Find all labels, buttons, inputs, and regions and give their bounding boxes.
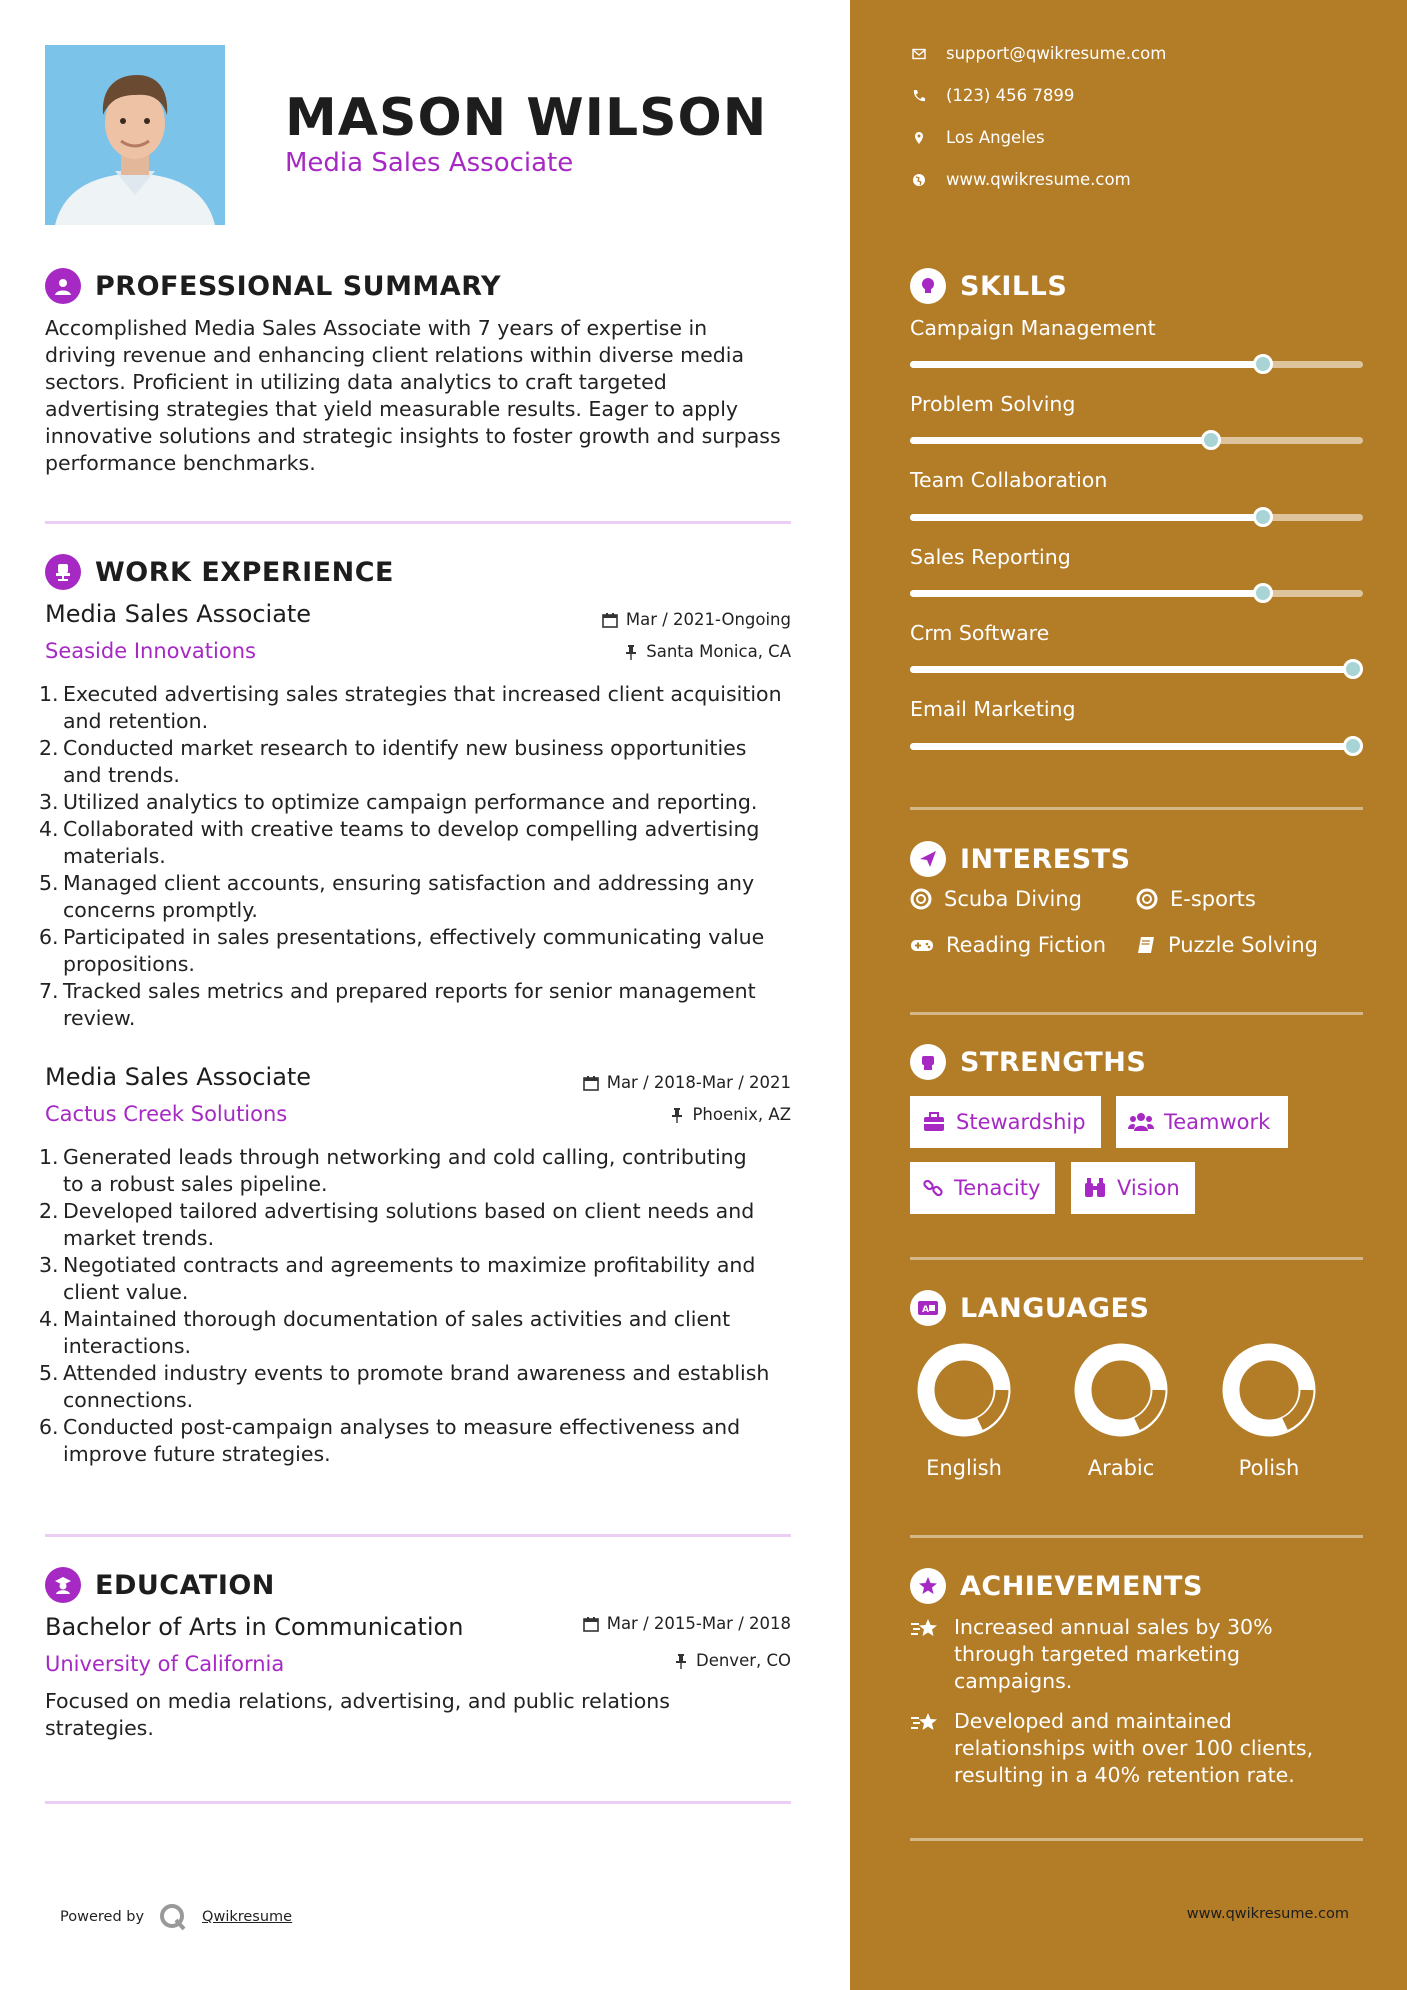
summary-line: innovative solutions and strategic insights to foster growth and surpass [45,424,781,448]
qwikresume-link[interactable]: Qwikresume [202,1909,293,1925]
contact-location [912,128,1045,147]
achievement-item [910,1708,1350,1789]
job-location [670,1105,791,1124]
skill-bar [910,514,1363,521]
contact-website-text: www.qwikresume.com [946,170,1131,189]
binoculars-icon [1083,1177,1107,1199]
job-duties [45,681,795,1032]
language-item [1199,1340,1339,1480]
strengths-heading [910,1044,1146,1080]
interest-label: Reading Fiction [946,933,1107,957]
contact-email-text: support@qwikresume.com [946,44,1167,63]
duty-item: Tracked sales metrics and prepared reports for senior management review. [63,979,756,1030]
pin-icon [674,1653,688,1669]
education-dates-text: Mar / 2015-Mar / 2018 [606,1614,791,1633]
contact-email[interactable] [912,44,1166,63]
candidate-name: MASON WILSON [285,88,768,148]
interest-item [910,887,1082,911]
language-ring [1219,1340,1319,1440]
life-ring-icon [1136,888,1158,910]
strength-label: Tenacity [954,1176,1041,1200]
language-item [894,1340,1034,1480]
envelope-icon [912,47,926,61]
skill-bar-knob [1253,507,1273,527]
strength-badge [1116,1096,1288,1148]
education-dates [583,1614,791,1633]
life-ring-icon [910,888,932,910]
job-dates-text: Mar / 2018-Mar / 2021 [606,1073,791,1092]
job-location [624,642,791,661]
strength-badge [910,1162,1055,1214]
summary-line: sectors. Proficient in utilizing data analytics to craft targeted [45,370,667,394]
skill-bar-knob [1201,430,1221,450]
experience-heading [45,554,394,590]
interest-label: Scuba Diving [944,887,1082,911]
strength-badge [1071,1162,1195,1214]
sidebar-divider [910,807,1363,810]
summary-line: driving revenue and enhancing client relations within diverse media [45,343,745,367]
achievement-text: Developed and maintained relationships with over 100 clients, resulting in a 40% retention rate. [954,1709,1314,1787]
profile-photo [45,45,225,225]
job-dates [602,610,791,629]
contact-location-text: Los Angeles [946,128,1045,147]
paper-plane-icon [910,841,946,877]
shooting-star-icon [910,1710,940,1736]
duty-item: Participated in sales presentations, effectively communicating value propositions. [63,925,765,976]
job-title: Media Sales Associate [45,600,312,628]
duty-item: Conducted market research to identify new business opportunities and trends. [63,736,747,787]
skill-bar-fill [910,666,1363,673]
duty-item: Conducted post-campaign analyses to measure effectiveness and improve future strategies. [63,1415,741,1466]
skill-label: Email Marketing [910,697,1076,721]
job-title: Media Sales Associate [45,1063,312,1091]
interest-item [910,933,1106,957]
map-marker-icon [912,131,926,145]
skill-bar-fill [910,361,1263,368]
languages-heading [910,1290,1149,1326]
sidebar-divider [910,1012,1363,1015]
skill-bar [910,743,1363,750]
degree-title: Bachelor of Arts in Communication [45,1613,464,1641]
book-icon [1136,935,1156,955]
experience-title: WORK EXPERIENCE [95,556,394,588]
section-divider [45,1534,791,1537]
skill-bar [910,666,1363,673]
skill-bar [910,361,1363,368]
education-heading [45,1567,275,1603]
duty-item: Collaborated with creative teams to develop compelling advertising materials. [63,817,760,868]
duty-item: Attended industry events to promote brand awareness and establish connections. [63,1361,770,1412]
strength-label: Stewardship [956,1110,1086,1134]
job-duties [45,1144,795,1468]
skill-bar-knob [1253,354,1273,374]
skill-label: Team Collaboration [910,468,1108,492]
phone-icon [912,89,926,103]
skill-label: Sales Reporting [910,545,1071,569]
education-line: strategies. [45,1716,154,1740]
achievement-text: Increased annual sales by 30% through targeted marketing campaigns. [954,1615,1273,1693]
skill-bar [910,437,1363,444]
skill-bar-fill [910,743,1363,750]
job-dates-text: Mar / 2021-Ongoing [625,610,791,629]
footer-website[interactable]: www.qwikresume.com [1186,1906,1349,1922]
skills-heading [910,268,1067,304]
fist-icon [910,1044,946,1080]
user-icon [45,268,81,304]
summary-line: Accomplished Media Sales Associate with 7 years of expertise in [45,316,708,340]
briefcase-icon [922,1112,946,1132]
education-location-text: Denver, CO [695,1651,791,1670]
interests-title: INTERESTS [960,843,1131,875]
duty-item: Negotiated contracts and agreements to maximize profitability and client value. [63,1253,756,1304]
job-dates [583,1073,791,1092]
achievements-heading [910,1568,1203,1604]
education-title: EDUCATION [95,1569,275,1601]
contact-phone-text: (123) 456 7899 [946,86,1075,105]
duty-item: Generated leads through networking and cold calling, contributing to a robust sales pipeline. [63,1145,747,1196]
summary-line: performance benchmarks. [45,451,316,475]
strength-label: Teamwork [1164,1110,1271,1134]
duty-item: Maintained thorough documentation of sales activities and client interactions. [63,1307,731,1358]
qwikresume-logo-icon [158,1902,188,1932]
language-ring [914,1340,1014,1440]
interest-label: E-sports [1170,887,1256,911]
star-icon [910,1568,946,1604]
skill-bar-fill [910,437,1211,444]
globe-icon [912,173,926,187]
summary-line: advertising strategies that yield measurable results. Eager to apply [45,397,739,421]
job-company: Cactus Creek Solutions [45,1102,288,1126]
calendar-icon [602,612,618,628]
strength-badge [910,1096,1101,1148]
skill-bar-knob [1343,736,1363,756]
skill-bar [910,590,1363,597]
summary-text [45,315,795,477]
skill-label: Problem Solving [910,392,1076,416]
gamepad-icon [910,936,934,954]
skills-title: SKILLS [960,270,1068,302]
calendar-icon [583,1616,599,1632]
achievement-item [910,1614,1350,1695]
users-icon [1128,1112,1154,1132]
sidebar-divider [910,1257,1363,1260]
sidebar-divider [910,1838,1363,1841]
duty-item: Developed tailored advertising solutions based on client needs and market trends. [63,1199,755,1250]
education-text [45,1688,795,1742]
education-location [674,1651,791,1670]
contact-phone[interactable] [912,86,1074,105]
powered-by [60,1902,292,1932]
candidate-role: Media Sales Associate [285,148,574,178]
skill-label: Campaign Management [910,316,1156,340]
skill-bar-fill [910,514,1263,521]
job-location-text: Phoenix, AZ [692,1105,791,1124]
language-label: Arabic [1087,1456,1155,1480]
strength-label: Vision [1117,1176,1180,1200]
pin-icon [624,644,638,660]
calendar-icon [583,1075,599,1091]
translate-icon [910,1290,946,1326]
summary-title: PROFESSIONAL SUMMARY [95,270,502,302]
summary-heading [45,268,501,304]
section-divider [45,521,791,524]
svg-text:A: A [922,1305,929,1315]
link-icon [922,1177,944,1199]
job-company: Seaside Innovations [45,639,256,663]
contact-website[interactable] [912,170,1131,189]
skill-label: Crm Software [910,621,1050,645]
language-label: English [926,1456,1002,1480]
duty-item: Executed advertising sales strategies that increased client acquisition and retention. [63,682,782,733]
interests-heading [910,841,1131,877]
language-label: Polish [1238,1456,1300,1480]
interest-item [1136,887,1256,911]
graduate-icon [45,1567,81,1603]
education-line: Focused on media relations, advertising, and public relations [45,1689,670,1713]
interest-item [1136,933,1318,957]
duty-item: Managed client accounts, ensuring satisfaction and addressing any concerns promptly. [63,871,755,922]
duty-item: Utilized analytics to optimize campaign performance and reporting. [63,790,758,814]
achievements-title: ACHIEVEMENTS [960,1570,1203,1602]
section-divider [45,1801,791,1804]
language-ring [1071,1340,1171,1440]
skill-bar-fill [910,590,1263,597]
skill-bar-knob [1253,583,1273,603]
languages-title: LANGUAGES [960,1292,1150,1324]
strengths-title: STRENGTHS [960,1046,1147,1078]
chair-icon [45,554,81,590]
lightbulb-icon [910,268,946,304]
powered-by-label: Powered by [60,1909,145,1925]
skill-bar-knob [1343,659,1363,679]
language-item [1051,1340,1191,1480]
shooting-star-icon [910,1616,940,1642]
job-location-text: Santa Monica, CA [646,642,791,661]
interest-label: Puzzle Solving [1168,933,1318,957]
pin-icon [670,1107,684,1123]
sidebar-divider [910,1535,1363,1538]
school-name: University of California [45,1652,285,1676]
